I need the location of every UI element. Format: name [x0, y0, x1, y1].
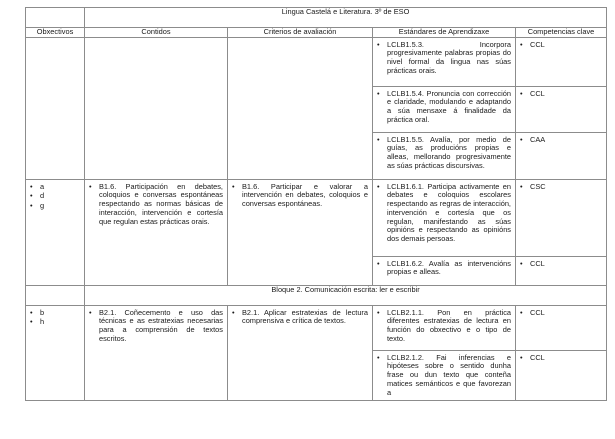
contido-text: • B1.6. Participación en debates, coloquios e conversas espontáneas respectando as normas básicas de interacción, intervención e cortesía que regulan estas prácticas orais.: [89, 183, 223, 227]
estandar-text: • LCLB1.5.4. Pronuncia con corrección e claridade, modulando e adaptando a súa mensaxe á finalidade da práctica oral.: [377, 90, 511, 125]
competencia-text: • CCL: [520, 260, 602, 269]
estandar-text: • LCLB1.6.2. Avalía as intervencións propias e alleas.: [377, 260, 511, 277]
estandar-cell: [373, 179, 516, 256]
estandar-text: • LCLB1.5.5. Avalía, por medio de guías, as producións propias e alleas, mellorando progresivamente as súas prácticas discursivas.: [377, 136, 511, 171]
section-row: [26, 285, 607, 305]
estandar-text: • LCLB2.1.2. Fai inferencias e hipóteses sobre o sentido dunha frase ou dun texto que conteña matices semánticos e que favorezan a: [377, 354, 511, 398]
obxectivo-item: • b: [30, 309, 80, 318]
competencia-cell: [516, 37, 607, 86]
estandar-cell: [373, 305, 516, 350]
curriculum-table: [25, 7, 607, 401]
competencia-text: • CCL: [520, 90, 602, 99]
criterio-text: • B1.6. Participar e valorar a intervención en debates, coloquios e conversas espontáneas.: [232, 183, 368, 209]
contido-text: • B2.1. Coñecemento e uso das técnicas e as estratexias necesarias para a comprensión de textos escritos.: [89, 309, 223, 344]
estandar-text: • LCLB1.5.3. Incorpora progresivamente palabras propias do nivel formal da lingua nas súas prácticas orais.: [377, 41, 511, 76]
competencia-cell: [516, 179, 607, 256]
table-title: Lingua Castelá e Literatura. 3º de ESO: [85, 8, 607, 28]
criterios-cell: [228, 37, 373, 179]
criterios-cell: [228, 179, 373, 285]
table-row: [26, 179, 607, 256]
column-header-contidos: Contidos: [85, 28, 228, 38]
estandar-text: • LCLB1.6.1. Participa activamente en debates e coloquios escolares respectando as regras de interacción, intervención e cortesía que os regulan, manifestando as súas opinións e respectando as opinións dos demais persoas.: [377, 183, 511, 244]
competencia-cell: [516, 132, 607, 179]
competencia-cell: [516, 350, 607, 401]
competencia-text: • CAA: [520, 136, 602, 145]
table-corner-cell: [26, 8, 85, 28]
column-header-obxectivos: Obxectivos: [26, 28, 85, 38]
obxectivo-item: • g: [30, 202, 80, 211]
contidos-cell: [85, 305, 228, 401]
table-row: [26, 305, 607, 350]
column-header-criterios: Criterios de avaliación: [228, 28, 373, 38]
competencia-cell: [516, 256, 607, 285]
contidos-cell: [85, 37, 228, 179]
estandar-cell: [373, 256, 516, 285]
competencia-text: • CCL: [520, 309, 602, 318]
estandar-text: • LCLB2.1.1. Pon en práctica diferentes estratexias de lectura en función do obxectivo e o tipo de texto.: [377, 309, 511, 344]
competencia-cell: [516, 86, 607, 132]
competencia-text: • CCL: [520, 41, 602, 50]
obxectivos-cell: [26, 179, 85, 285]
criterio-text: • B2.1. Aplicar estratexias de lectura comprensiva e crítica de textos.: [232, 309, 368, 326]
obxectivos-cell: [26, 37, 85, 179]
competencia-cell: [516, 305, 607, 350]
competencia-text: • CSC: [520, 183, 602, 192]
section-corner-cell: [26, 285, 85, 305]
estandar-cell: [373, 86, 516, 132]
obxectivo-item: • d: [30, 192, 80, 201]
estandar-cell: [373, 350, 516, 401]
competencia-text: • CCL: [520, 354, 602, 363]
criterios-cell: [228, 305, 373, 401]
contidos-cell: [85, 179, 228, 285]
obxectivo-item: • h: [30, 318, 80, 327]
obxectivos-cell: [26, 305, 85, 401]
estandar-cell: [373, 37, 516, 86]
section-title: Bloque 2. Comunicación escrita: ler e escribir: [85, 285, 607, 305]
estandar-cell: [373, 132, 516, 179]
obxectivo-item: • a: [30, 183, 80, 192]
column-header-competencias: Competencias clave: [516, 28, 607, 38]
column-header-estandares: Estándares de Aprendizaxe: [373, 28, 516, 38]
table-row: [26, 37, 607, 86]
